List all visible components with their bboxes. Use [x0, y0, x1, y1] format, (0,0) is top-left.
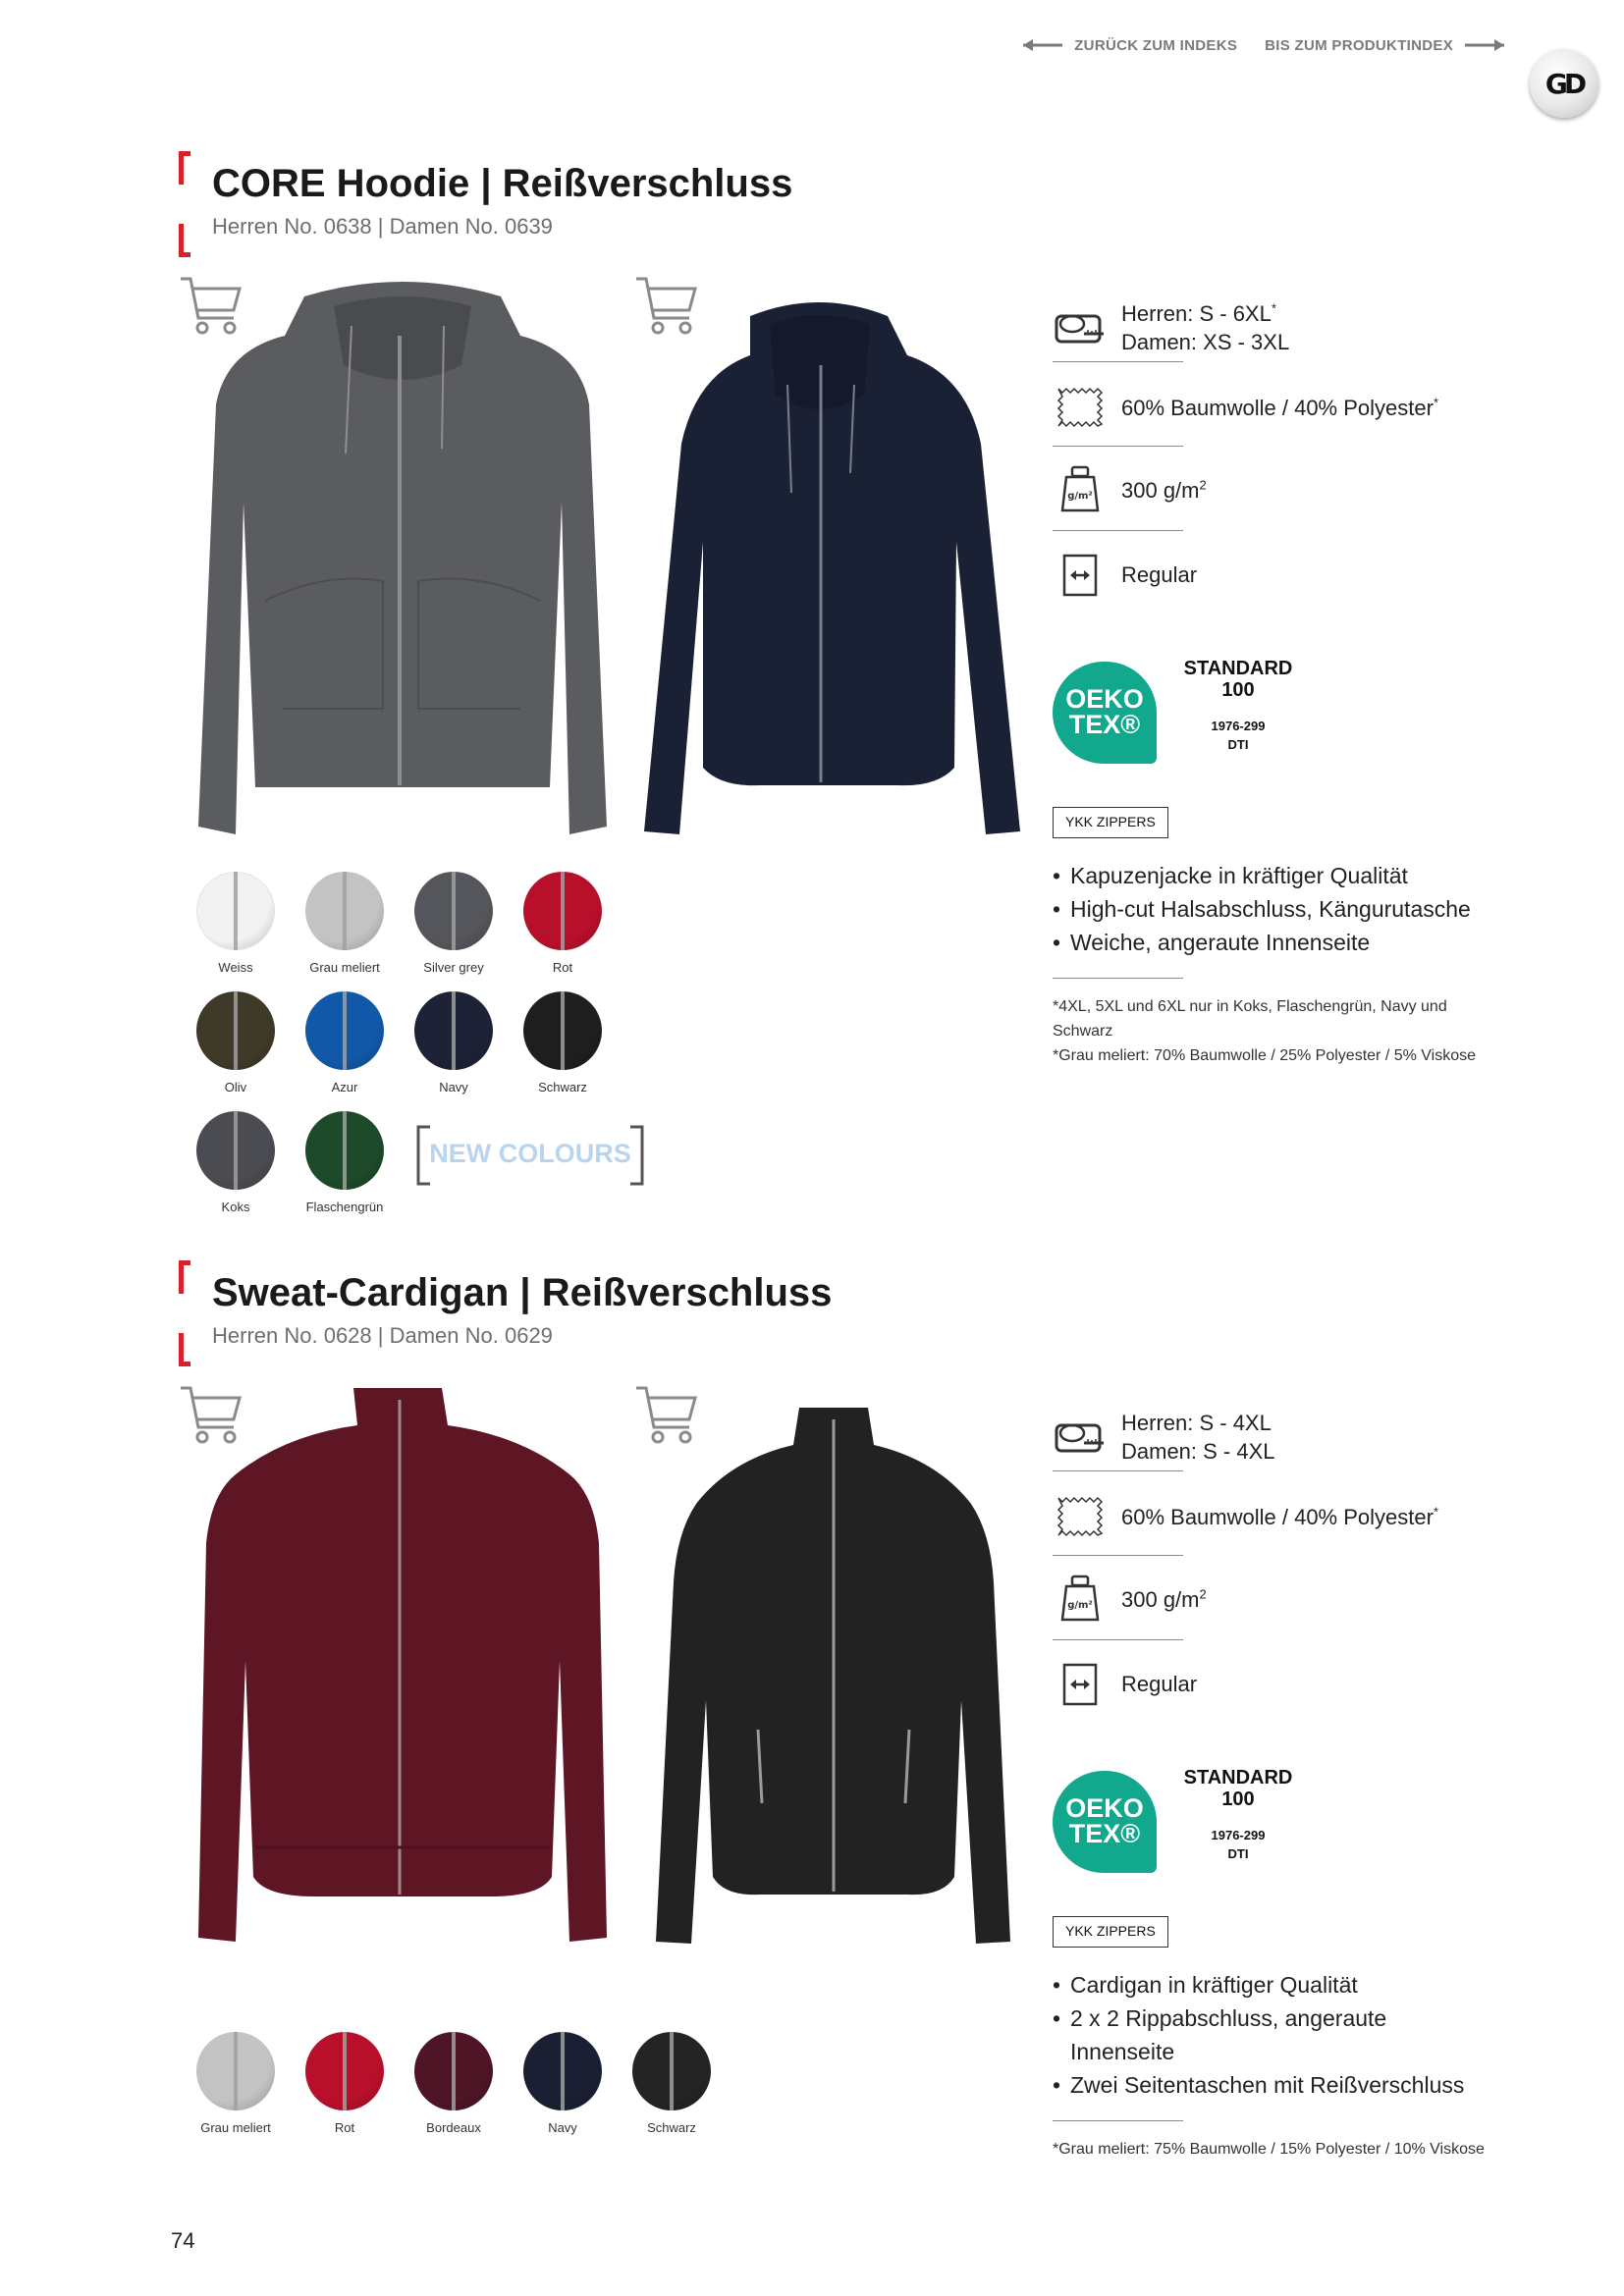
color-swatch[interactable]: [414, 991, 493, 1095]
color-swatch-label: Weiss: [218, 960, 253, 975]
feature-item: • Cardigan in kräftiger Qualität: [1053, 1968, 1485, 2002]
color-swatch[interactable]: [523, 2032, 602, 2135]
color-swatch-circle[interactable]: [196, 2032, 275, 2110]
tape-measure-icon: [1055, 1419, 1106, 1455]
color-swatch-circle[interactable]: [305, 991, 384, 1070]
weight-exponent: 2: [1199, 477, 1207, 493]
feature-list: [1053, 859, 1543, 959]
color-swatch[interactable]: [196, 2032, 275, 2135]
color-swatch[interactable]: [305, 1111, 384, 1214]
oeko-cert-institute: DTI: [1227, 1846, 1249, 1861]
brand-logo-text: GD: [1544, 67, 1584, 100]
color-swatch-label: Rot: [552, 960, 573, 975]
back-to-index-label: ZURÜCK ZUM INDEKS: [1074, 36, 1238, 54]
oeko-line2: TEX®: [1068, 710, 1141, 739]
color-swatch[interactable]: [305, 872, 384, 975]
product-subtitle: Herren No. 0628 | Damen No. 0629: [212, 1323, 553, 1348]
new-colours-badge: [416, 1125, 644, 1186]
color-swatch-label: Grau meliert: [200, 2120, 271, 2135]
spec-weight: [1053, 1575, 1207, 1624]
product-title: CORE Hoodie | Reißverschluss: [212, 162, 793, 205]
tape-measure-icon: [1055, 310, 1106, 346]
product-image-bordeaux-cardigan[interactable]: [196, 1386, 609, 1946]
color-swatch-label: Schwarz: [538, 1080, 587, 1095]
color-swatch-circle[interactable]: [414, 872, 493, 950]
product-image-grey-hoodie[interactable]: [196, 277, 609, 836]
oeko-line2: TEX®: [1068, 1819, 1141, 1848]
color-swatch[interactable]: [523, 991, 602, 1095]
ykk-zippers-tag: YKK ZIPPERS: [1053, 807, 1168, 838]
product-image-navy-hoodie[interactable]: [642, 296, 1025, 836]
fit-icon: [1058, 1661, 1102, 1706]
material-footnote-marker: *: [1433, 395, 1438, 410]
color-swatch-circle[interactable]: [632, 2032, 711, 2110]
spec-material: [1053, 1492, 1438, 1541]
color-swatch[interactable]: [305, 2032, 384, 2135]
fabric-swatch-icon: [1055, 385, 1106, 430]
to-product-index-link[interactable]: [1265, 37, 1506, 54]
weight-icon: [1060, 465, 1100, 514]
oeko-standard: STANDARD: [1183, 1767, 1293, 1789]
color-swatch-label: Grau meliert: [309, 960, 380, 975]
color-swatch[interactable]: [196, 1111, 275, 1214]
spec-divider: [1053, 530, 1183, 531]
color-swatch[interactable]: [632, 2032, 711, 2135]
oeko-standard: STANDARD: [1183, 658, 1293, 679]
oeko-cert-institute: DTI: [1227, 737, 1249, 752]
fit-text: Regular: [1121, 561, 1198, 587]
color-swatch[interactable]: [414, 2032, 493, 2135]
weight-icon: [1060, 1575, 1100, 1624]
material-text: 60% Baumwolle / 40% Polyester: [1121, 1504, 1434, 1529]
title-bracket-bottom: [179, 1333, 190, 1366]
fit-icon: [1058, 552, 1102, 597]
color-swatch-label: Flaschengrün: [305, 1200, 384, 1214]
color-swatch-circle[interactable]: [305, 2032, 384, 2110]
arrow-right-icon: [1463, 38, 1506, 52]
spec-divider: [1053, 1555, 1183, 1556]
feature-list: [1053, 1968, 1485, 2102]
oeko-tex-logo: [1053, 1771, 1157, 1873]
title-bracket-top: [179, 151, 190, 185]
spec-divider: [1053, 446, 1183, 447]
color-swatch-label: Silver grey: [423, 960, 484, 975]
oeko-standard-number: 100: [1221, 679, 1255, 701]
weight-icon-text: g/m²: [1067, 491, 1093, 502]
oeko-tex-logo: [1053, 662, 1157, 764]
color-swatch[interactable]: [196, 872, 275, 975]
spec-fit: [1053, 550, 1197, 599]
color-swatch[interactable]: [196, 991, 275, 1095]
top-navigation: [1021, 33, 1506, 57]
spec-size: [1053, 1409, 1275, 1466]
brand-logo[interactable]: [1530, 49, 1598, 118]
size-damen: Damen: S - 4XL: [1121, 1439, 1275, 1464]
product-title: Sweat-Cardigan | Reißverschluss: [212, 1271, 833, 1314]
color-swatch-circle[interactable]: [305, 1111, 384, 1190]
spec-fit: [1053, 1659, 1197, 1708]
feature-item: • 2 x 2 Rippabschluss, angeraute Innenseite: [1053, 2002, 1485, 2068]
weight-text: 300 g/m: [1121, 477, 1200, 503]
color-swatch-circle[interactable]: [523, 2032, 602, 2110]
fit-text: Regular: [1121, 1671, 1198, 1696]
footnote: *Grau meliert: 75% Baumwolle / 15% Polyester / 10% Viskose: [1053, 2141, 1485, 2158]
weight-icon-text: g/m²: [1067, 1600, 1093, 1611]
spec-material: [1053, 383, 1438, 432]
page-number: 74: [171, 2228, 195, 2253]
oeko-cert-number: 1976-299: [1211, 1828, 1266, 1842]
oeko-tex-badge: [1053, 658, 1318, 766]
footnote: *4XL, 5XL und 6XL nur in Koks, Flaschengrün, Navy und Schwarz: [1053, 998, 1447, 1040]
color-swatch-label: Schwarz: [647, 2120, 696, 2135]
notes-divider: [1053, 978, 1183, 979]
color-swatch[interactable]: [414, 872, 493, 975]
size-herren: Herren: S - 6XL: [1121, 301, 1272, 326]
oeko-line1: OEKO: [1065, 1793, 1144, 1823]
color-swatch-circle[interactable]: [414, 991, 493, 1070]
product-image-black-cardigan[interactable]: [652, 1406, 1015, 1946]
color-swatch-circle[interactable]: [305, 872, 384, 950]
title-bracket-bottom: [179, 224, 190, 257]
color-swatch[interactable]: [305, 991, 384, 1095]
color-swatch[interactable]: [523, 872, 602, 975]
color-swatch-circle[interactable]: [414, 2032, 493, 2110]
oeko-cert-number: 1976-299: [1211, 719, 1266, 733]
new-colours-label: NEW COLOURS: [429, 1139, 631, 1168]
color-swatch-label: Azur: [331, 1080, 358, 1095]
color-swatch-circle[interactable]: [523, 991, 602, 1070]
color-swatch-label: Rot: [334, 2120, 355, 2135]
material-footnote-marker: *: [1433, 1504, 1438, 1520]
weight-exponent: 2: [1199, 1586, 1207, 1602]
footnote: *Grau meliert: 70% Baumwolle / 25% Polyester / 5% Viskose: [1053, 1047, 1477, 1064]
color-swatch-label: Koks: [221, 1200, 250, 1214]
color-swatch-label: Bordeaux: [426, 2120, 481, 2135]
color-swatch-circle[interactable]: [196, 872, 275, 950]
spec-divider: [1053, 1470, 1183, 1471]
ykk-zippers-tag: YKK ZIPPERS: [1053, 1916, 1168, 1948]
to-product-index-label: BIS ZUM PRODUKTINDEX: [1265, 36, 1453, 54]
product-subtitle: Herren No. 0638 | Damen No. 0639: [212, 214, 553, 239]
oeko-line1: OEKO: [1065, 684, 1144, 714]
color-swatch-circle[interactable]: [196, 1111, 275, 1190]
color-swatch-label: Navy: [548, 2120, 577, 2135]
feature-item: • Weiche, angeraute Innenseite: [1053, 926, 1543, 959]
fabric-swatch-icon: [1055, 1494, 1106, 1539]
spec-weight: [1053, 465, 1207, 514]
color-swatch-circle[interactable]: [196, 991, 275, 1070]
oeko-standard-number: 100: [1221, 1789, 1255, 1810]
oeko-tex-badge: [1053, 1767, 1318, 1875]
color-swatch-label: Navy: [439, 1080, 468, 1095]
material-text: 60% Baumwolle / 40% Polyester: [1121, 395, 1434, 420]
feature-item: • Zwei Seitentaschen mit Reißverschluss: [1053, 2068, 1485, 2102]
weight-text: 300 g/m: [1121, 1586, 1200, 1612]
color-swatch-circle[interactable]: [523, 872, 602, 950]
notes-divider: [1053, 2120, 1183, 2121]
feature-item: • High-cut Halsabschluss, Kängurutasche: [1053, 892, 1543, 926]
size-footnote-marker: *: [1271, 300, 1276, 316]
arrow-left-icon: [1021, 38, 1064, 52]
spec-size: [1053, 299, 1289, 356]
color-swatch-label: Oliv: [224, 1080, 247, 1095]
spec-divider: [1053, 361, 1183, 362]
back-to-index-link[interactable]: [1021, 37, 1237, 54]
feature-item: • Kapuzenjacke in kräftiger Qualität: [1053, 859, 1543, 892]
spec-divider: [1053, 1639, 1183, 1640]
size-herren: Herren: S - 4XL: [1121, 1411, 1272, 1435]
size-damen: Damen: XS - 3XL: [1121, 330, 1290, 354]
title-bracket-top: [179, 1260, 190, 1294]
